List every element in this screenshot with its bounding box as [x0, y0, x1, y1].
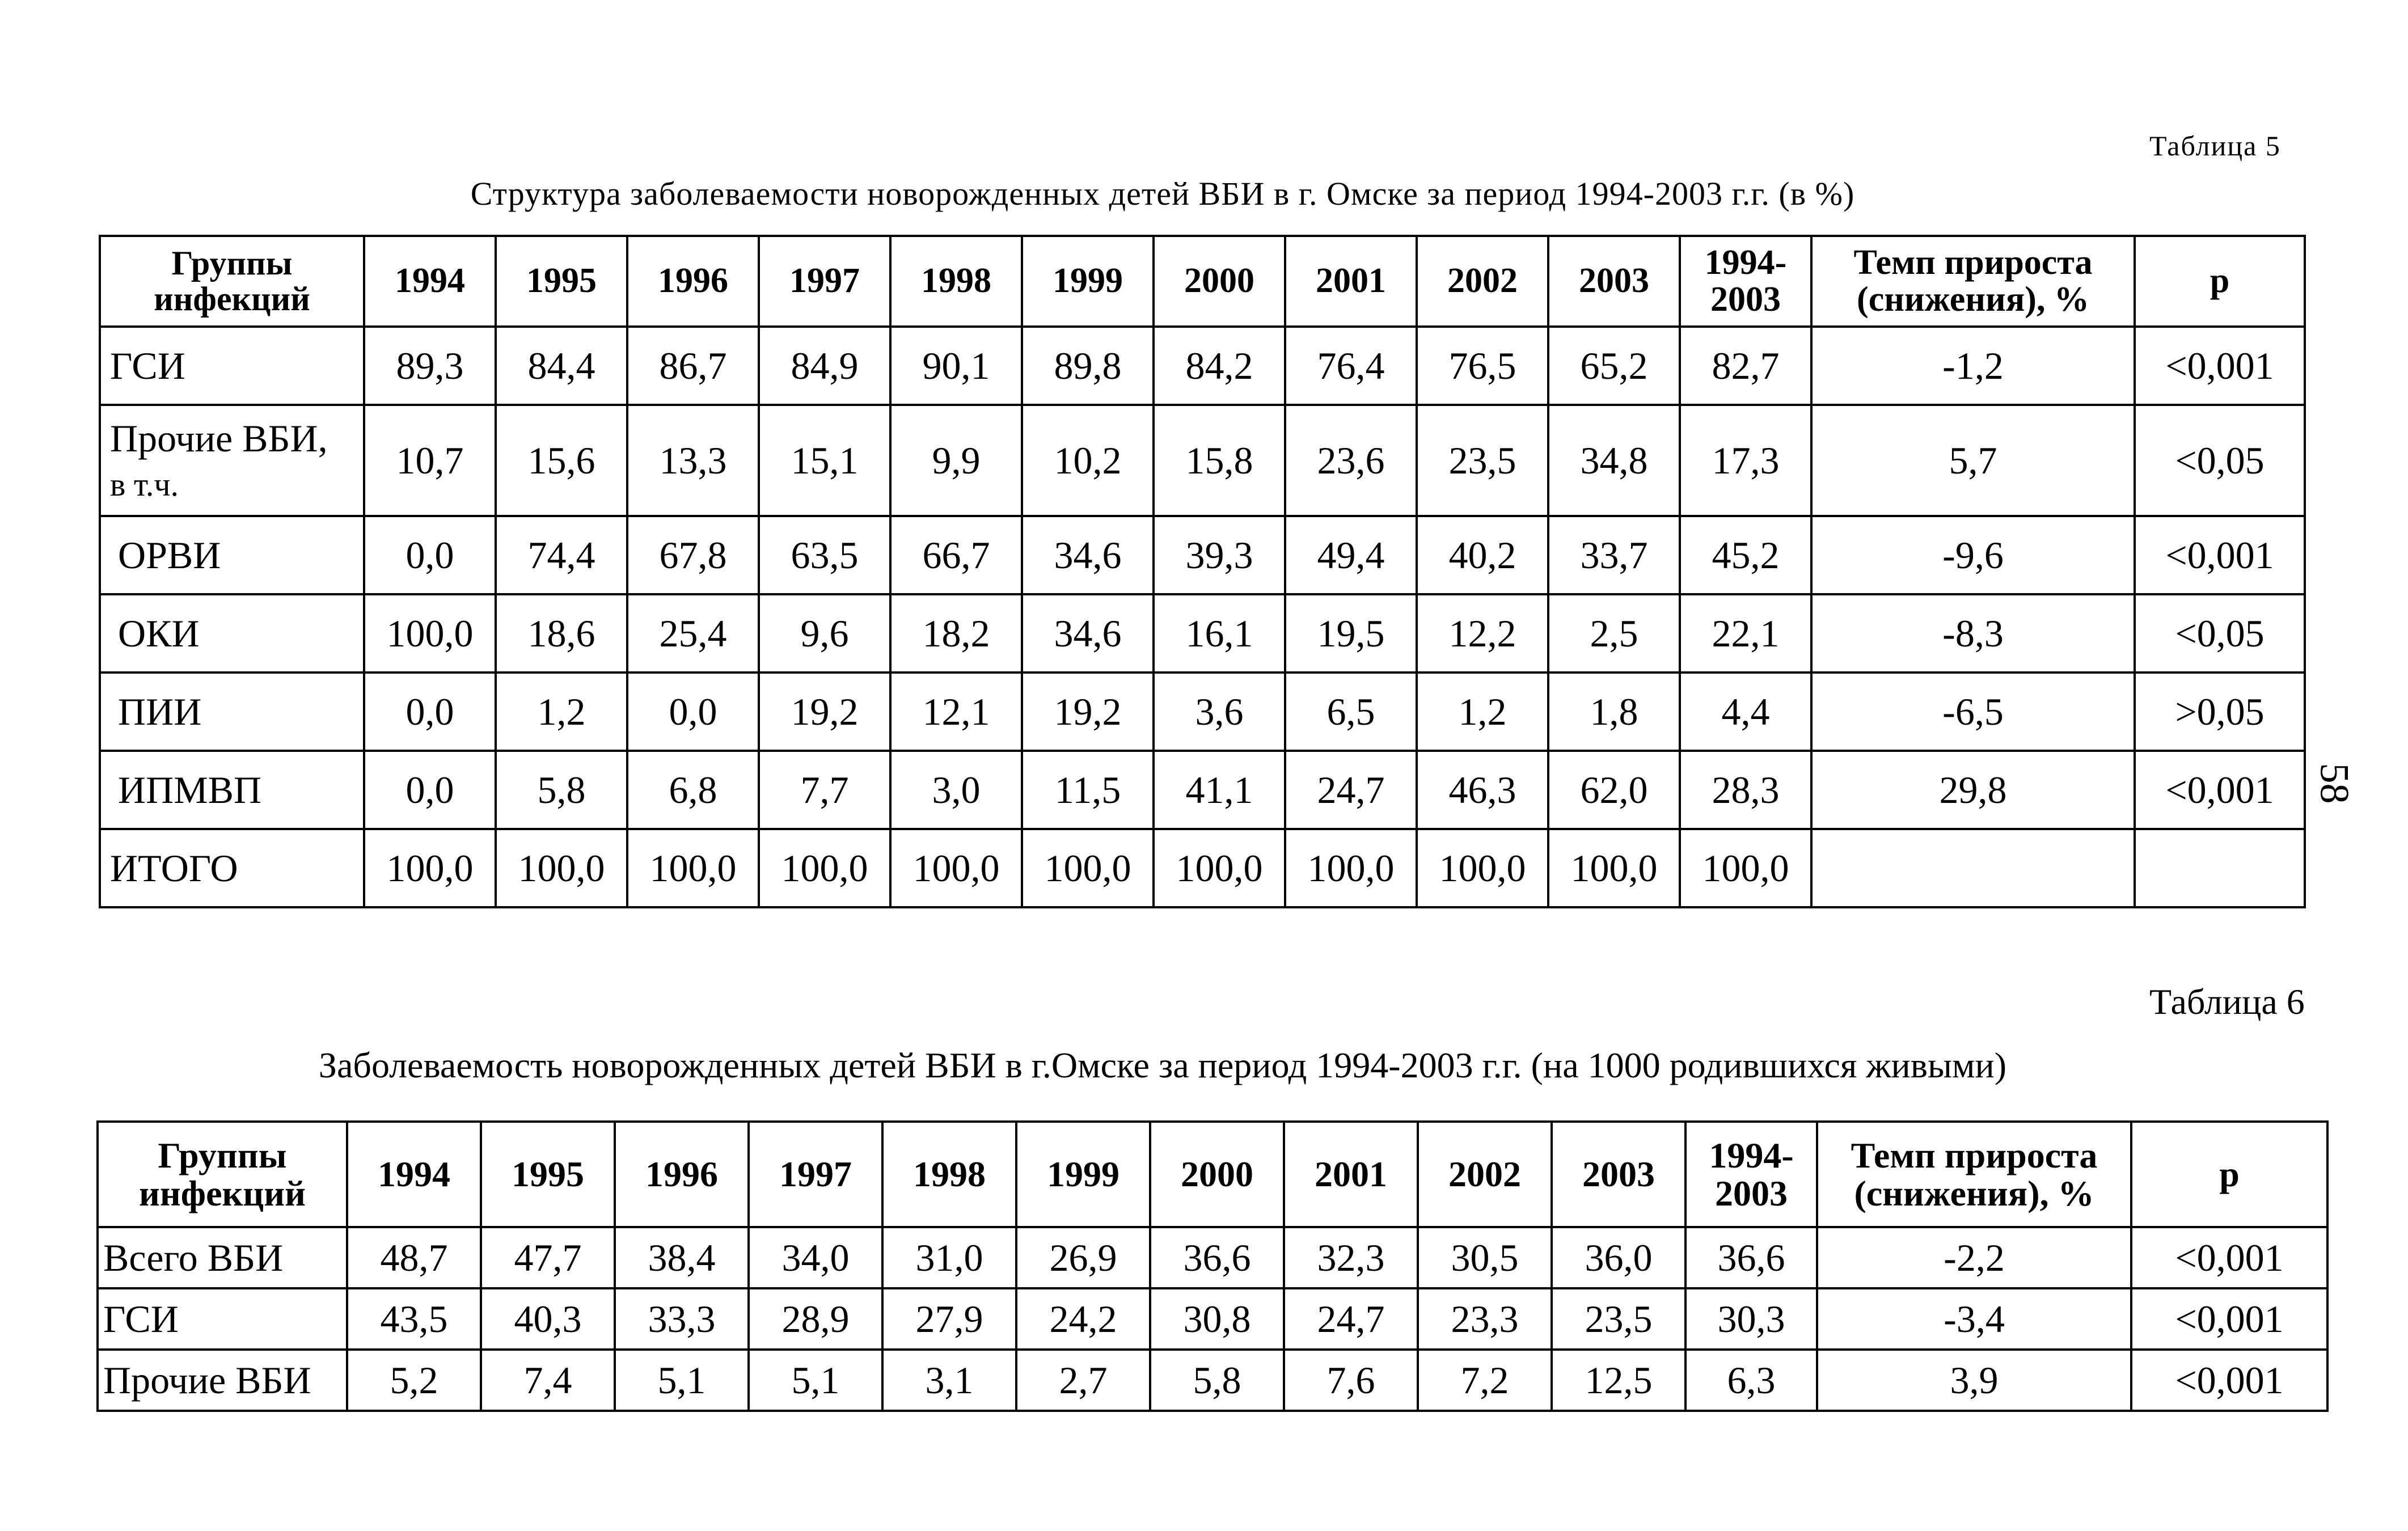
cell: 76,4: [1285, 327, 1417, 405]
cell: 67,8: [627, 516, 759, 594]
page-number: 58: [2312, 763, 2358, 804]
cell: 3,9: [1817, 1350, 2131, 1411]
cell: 31,0: [882, 1227, 1016, 1288]
table6: [96, 1120, 2329, 1412]
cell: 9,9: [890, 405, 1022, 516]
table5-header-1998: 1998: [890, 236, 1022, 327]
cell: 26,9: [1016, 1227, 1150, 1288]
cell: <0,05: [2135, 594, 2305, 673]
row-label: ИПМВП: [100, 751, 364, 829]
cell: 66,7: [890, 516, 1022, 594]
cell: 84,2: [1154, 327, 1285, 405]
table-row: [100, 829, 2305, 907]
table6-header-1994: 1994: [347, 1122, 481, 1227]
cell: 0,0: [364, 751, 496, 829]
cell: 24,2: [1016, 1288, 1150, 1350]
table6-header-1997: 1997: [749, 1122, 882, 1227]
cell: 34,6: [1022, 594, 1154, 673]
cell: 3,1: [882, 1350, 1016, 1411]
cell: 90,1: [890, 327, 1022, 405]
cell: 33,3: [615, 1288, 749, 1350]
cell: 10,7: [364, 405, 496, 516]
cell: 38,4: [615, 1227, 749, 1288]
table6-header-1995: 1995: [481, 1122, 615, 1227]
cell: 9,6: [759, 594, 890, 673]
cell: 27,9: [882, 1288, 1016, 1350]
cell: 100,0: [1680, 829, 1811, 907]
cell: -1,2: [1811, 327, 2135, 405]
cell: 16,1: [1154, 594, 1285, 673]
cell: 4,4: [1680, 673, 1811, 751]
cell: 15,6: [496, 405, 627, 516]
table5-header-row: [100, 236, 2305, 327]
row-label: ГСИ: [98, 1288, 347, 1350]
cell: -2,2: [1817, 1227, 2131, 1288]
cell: 19,2: [759, 673, 890, 751]
table6-label: Таблица 6: [2149, 982, 2305, 1022]
cell: 6,5: [1285, 673, 1417, 751]
table5-header-1994: 1994: [364, 236, 496, 327]
cell: 46,3: [1417, 751, 1548, 829]
cell: 82,7: [1680, 327, 1811, 405]
cell: -9,6: [1811, 516, 2135, 594]
cell: 12,2: [1417, 594, 1548, 673]
table5: [99, 235, 2306, 908]
cell: <0,001: [2131, 1350, 2327, 1411]
cell: [2135, 829, 2305, 907]
cell: 84,9: [759, 327, 890, 405]
cell: <0,001: [2131, 1288, 2327, 1350]
cell: 24,7: [1285, 751, 1417, 829]
table6-header-2003: 2003: [1552, 1122, 1685, 1227]
table-row: [98, 1227, 2327, 1288]
cell: 6,3: [1685, 1350, 1817, 1411]
cell: 0,0: [364, 516, 496, 594]
cell: 12,5: [1552, 1350, 1685, 1411]
cell: 5,2: [347, 1350, 481, 1411]
row-label: Всего ВБИ: [98, 1227, 347, 1288]
cell: 23,6: [1285, 405, 1417, 516]
cell: 100,0: [364, 829, 496, 907]
cell: 25,4: [627, 594, 759, 673]
table5-title: Структура заболеваемости новорожденных детей ВБИ в г. Омске за период 1994-2003 г.г. (в %): [470, 175, 1855, 212]
row-label: ИТОГО: [100, 829, 364, 907]
row-label: ГСИ: [100, 327, 364, 405]
cell: 24,7: [1284, 1288, 1418, 1350]
cell: 11,5: [1022, 751, 1154, 829]
cell: 41,1: [1154, 751, 1285, 829]
cell: 100,0: [1417, 829, 1548, 907]
table6-header-1999: 1999: [1016, 1122, 1150, 1227]
table5-header-period: 1994- 2003: [1680, 236, 1811, 327]
cell: 30,8: [1150, 1288, 1284, 1350]
cell: 62,0: [1548, 751, 1680, 829]
table-row: [100, 516, 2305, 594]
row-label: ОКИ: [100, 594, 364, 673]
table6-header-2001: 2001: [1284, 1122, 1418, 1227]
table-row: [100, 751, 2305, 829]
cell: 33,7: [1548, 516, 1680, 594]
table6-header-1996: 1996: [615, 1122, 749, 1227]
cell: 7,2: [1418, 1350, 1552, 1411]
cell: 89,8: [1022, 327, 1154, 405]
cell: 7,7: [759, 751, 890, 829]
cell: 76,5: [1417, 327, 1548, 405]
cell: 30,3: [1685, 1288, 1817, 1350]
table-row: [100, 405, 2305, 516]
cell: 36,6: [1685, 1227, 1817, 1288]
cell: 7,6: [1284, 1350, 1418, 1411]
cell: 0,0: [364, 673, 496, 751]
cell: 36,6: [1150, 1227, 1284, 1288]
cell: 10,2: [1022, 405, 1154, 516]
cell: 36,0: [1552, 1227, 1685, 1288]
table-row: [100, 594, 2305, 673]
cell: -6,5: [1811, 673, 2135, 751]
table5-header-1996: 1996: [627, 236, 759, 327]
cell: >0,05: [2135, 673, 2305, 751]
cell: 5,8: [1150, 1350, 1284, 1411]
table-row: [100, 673, 2305, 751]
cell: 34,8: [1548, 405, 1680, 516]
cell: 47,7: [481, 1227, 615, 1288]
cell: 15,1: [759, 405, 890, 516]
table6-header-p: р: [2131, 1122, 2327, 1227]
cell: 29,8: [1811, 751, 2135, 829]
cell: 5,8: [496, 751, 627, 829]
cell: 1,8: [1548, 673, 1680, 751]
table5-header-2002: 2002: [1417, 236, 1548, 327]
table5-header-1995: 1995: [496, 236, 627, 327]
cell: -3,4: [1817, 1288, 2131, 1350]
cell: 5,1: [749, 1350, 882, 1411]
cell: 48,7: [347, 1227, 481, 1288]
table5-header-1997: 1997: [759, 236, 890, 327]
cell: 40,3: [481, 1288, 615, 1350]
cell: 17,3: [1680, 405, 1811, 516]
cell: 19,2: [1022, 673, 1154, 751]
cell: 5,7: [1811, 405, 2135, 516]
cell: 32,3: [1284, 1227, 1418, 1288]
cell: 100,0: [1548, 829, 1680, 907]
cell: 2,5: [1548, 594, 1680, 673]
table5-header-2000: 2000: [1154, 236, 1285, 327]
table5-header-2001: 2001: [1285, 236, 1417, 327]
table5-header-1999: 1999: [1022, 236, 1154, 327]
row-label: ПИИ: [100, 673, 364, 751]
cell: 13,3: [627, 405, 759, 516]
table6-header-period: 1994- 2003: [1685, 1122, 1817, 1227]
cell: 40,2: [1417, 516, 1548, 594]
cell: 100,0: [890, 829, 1022, 907]
table5-header-2003: 2003: [1548, 236, 1680, 327]
cell: 7,4: [481, 1350, 615, 1411]
cell: 65,2: [1548, 327, 1680, 405]
cell: 49,4: [1285, 516, 1417, 594]
cell: 100,0: [1285, 829, 1417, 907]
table6-header-2002: 2002: [1418, 1122, 1552, 1227]
cell: 5,1: [615, 1350, 749, 1411]
cell: 15,8: [1154, 405, 1285, 516]
cell: 6,8: [627, 751, 759, 829]
cell: 100,0: [1154, 829, 1285, 907]
table6-header-2000: 2000: [1150, 1122, 1284, 1227]
cell: 34,0: [749, 1227, 882, 1288]
cell: 12,1: [890, 673, 1022, 751]
cell: 39,3: [1154, 516, 1285, 594]
cell: <0,001: [2131, 1227, 2327, 1288]
row-label: Прочие ВБИ, в т.ч.: [100, 405, 364, 516]
cell: 45,2: [1680, 516, 1811, 594]
table-row: [100, 327, 2305, 405]
cell: 23,5: [1417, 405, 1548, 516]
cell: 0,0: [627, 673, 759, 751]
table6-header-row: [98, 1122, 2327, 1227]
table6-header-rate: Темп прироста (снижения), %: [1817, 1122, 2131, 1227]
cell: 2,7: [1016, 1350, 1150, 1411]
cell: [1811, 829, 2135, 907]
cell: 100,0: [364, 594, 496, 673]
cell: <0,05: [2135, 405, 2305, 516]
cell: -8,3: [1811, 594, 2135, 673]
cell: 3,0: [890, 751, 1022, 829]
cell: 100,0: [1022, 829, 1154, 907]
row-label: ОРВИ: [100, 516, 364, 594]
cell: 23,3: [1418, 1288, 1552, 1350]
cell: 43,5: [347, 1288, 481, 1350]
cell: 23,5: [1552, 1288, 1685, 1350]
table-row: [98, 1350, 2327, 1411]
cell: 1,2: [496, 673, 627, 751]
table6-title: Заболеваемость новорожденных детей ВБИ в г.Омске за период 1994-2003 г.г. (на 1000 родившихся живыми): [318, 1045, 2007, 1085]
cell: 3,6: [1154, 673, 1285, 751]
cell: 18,2: [890, 594, 1022, 673]
cell: <0,001: [2135, 327, 2305, 405]
cell: 86,7: [627, 327, 759, 405]
table6-header-group: Группы инфекций: [98, 1122, 347, 1227]
table-row: [98, 1288, 2327, 1350]
cell: 100,0: [627, 829, 759, 907]
cell: 34,6: [1022, 516, 1154, 594]
cell: 100,0: [759, 829, 890, 907]
cell: <0,001: [2135, 751, 2305, 829]
cell: 74,4: [496, 516, 627, 594]
cell: 84,4: [496, 327, 627, 405]
cell: 89,3: [364, 327, 496, 405]
cell: 28,3: [1680, 751, 1811, 829]
cell: 18,6: [496, 594, 627, 673]
cell: 22,1: [1680, 594, 1811, 673]
cell: 30,5: [1418, 1227, 1552, 1288]
table5-label: Таблица 5: [2149, 130, 2281, 162]
cell: 28,9: [749, 1288, 882, 1350]
table5-header-p: р: [2135, 236, 2305, 327]
table5-header-group: Группы инфекций: [100, 236, 364, 327]
table6-header-1998: 1998: [882, 1122, 1016, 1227]
row-label: Прочие ВБИ: [98, 1350, 347, 1411]
table5-header-rate: Темп прироста (снижения), %: [1811, 236, 2135, 327]
cell: 100,0: [496, 829, 627, 907]
cell: 19,5: [1285, 594, 1417, 673]
cell: 1,2: [1417, 673, 1548, 751]
cell: 63,5: [759, 516, 890, 594]
cell: <0,001: [2135, 516, 2305, 594]
